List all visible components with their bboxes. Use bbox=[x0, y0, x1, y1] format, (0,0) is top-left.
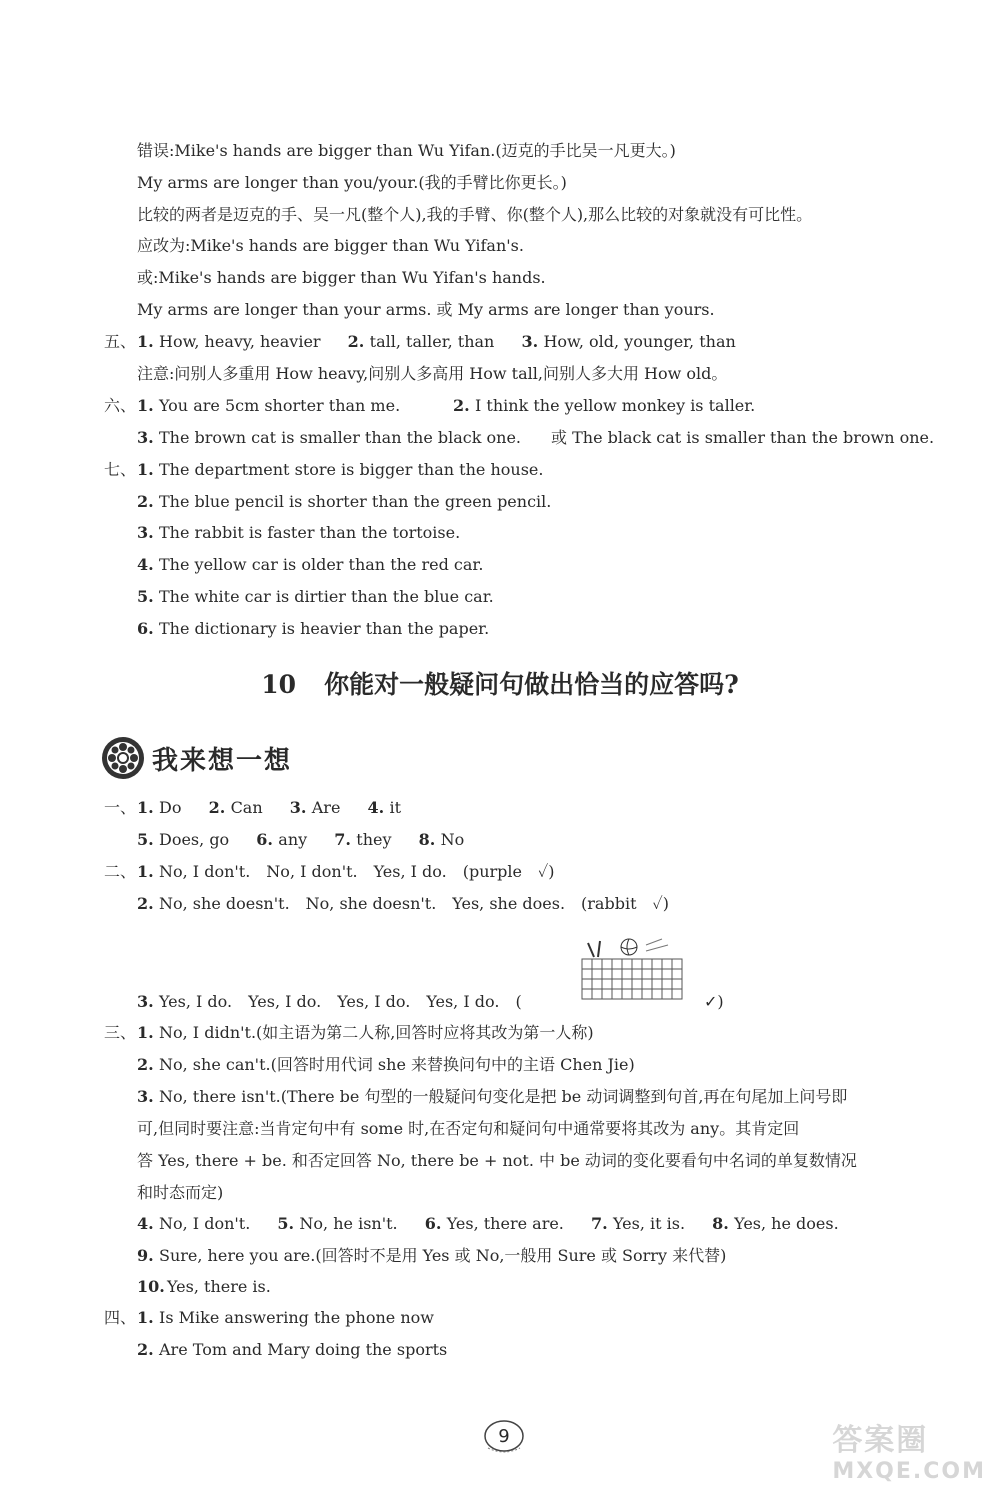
item-number: 8. bbox=[418, 830, 436, 849]
answer: Is Mike answering the phone now bbox=[159, 1308, 434, 1327]
unit-title: 你能对一般疑问句做出恰当的应答吗? bbox=[324, 670, 739, 699]
q3-row bbox=[137, 1214, 839, 1234]
item-number: 7. bbox=[334, 830, 351, 849]
list-item bbox=[137, 619, 489, 639]
answer: Yes, there are. bbox=[446, 1214, 564, 1233]
q3-continuation: 和时态而定) bbox=[137, 1183, 224, 1202]
item-number: 2. bbox=[137, 894, 154, 913]
answer: Can bbox=[230, 798, 263, 817]
item-number: 4. bbox=[367, 798, 385, 817]
item-number: 7. bbox=[590, 1214, 608, 1233]
section-6-row bbox=[453, 396, 755, 416]
answer: No, he isn't. bbox=[299, 1214, 398, 1233]
item-number: 3. bbox=[137, 992, 154, 1011]
page-number bbox=[482, 1418, 526, 1458]
answer: No, I didn't.(如主语为第二人称,回答时应将其改为第一人称) bbox=[159, 1023, 594, 1042]
item-number: 9. bbox=[137, 1246, 154, 1265]
item-number: 2. bbox=[208, 798, 226, 817]
item-number: 1. bbox=[137, 460, 154, 479]
item-number: 5. bbox=[137, 587, 154, 606]
section-5-answers bbox=[137, 332, 736, 352]
q3-row bbox=[137, 1277, 271, 1297]
list-item bbox=[137, 523, 460, 543]
q3-row bbox=[137, 1023, 594, 1043]
item-number: 2. bbox=[137, 1055, 154, 1074]
q3-continuation: 答 Yes, there + be. 和否定回答 No, there be + not. 中 be 动词的变化要看句中名词的单复数情况 bbox=[137, 1151, 857, 1170]
section-6-label: 六、 bbox=[104, 396, 137, 415]
q4-label: 四、 bbox=[104, 1308, 137, 1327]
section-7-label: 七、 bbox=[104, 460, 137, 479]
item-number: 1. bbox=[137, 1308, 154, 1327]
watermark-top: 答案圈 bbox=[832, 1423, 929, 1458]
item-number: 1. bbox=[137, 862, 154, 881]
section-5-label: 五、 bbox=[104, 332, 137, 351]
item-number: 5. bbox=[137, 830, 154, 849]
q3-row bbox=[137, 1246, 726, 1266]
watermark-bottom: MXQE.COM bbox=[832, 1459, 986, 1484]
q4-row bbox=[137, 1308, 434, 1328]
q3-label: 三、 bbox=[104, 1023, 137, 1042]
explanation-line: My arms are longer than you/your.(我的手臂比你更长。) bbox=[137, 173, 567, 192]
answer: I think the yellow monkey is taller. bbox=[475, 396, 756, 415]
answer: No, she can't.(回答时用代词 she 来替换问句中的主语 Chen Jie) bbox=[159, 1055, 635, 1074]
q3-row bbox=[137, 1055, 635, 1075]
answer: Sure, here you are.(回答时不是用 Yes 或 No,一般用 Sure 或 Sorry 来代替) bbox=[159, 1246, 727, 1265]
answer: How, heavy, heavier bbox=[159, 332, 321, 351]
answer: Are Tom and Mary doing the sports bbox=[159, 1340, 448, 1359]
q1-label: 一、 bbox=[104, 798, 137, 817]
list-item bbox=[137, 460, 543, 480]
item-number: 1. bbox=[137, 332, 154, 351]
answer: No, I don't. No, I don't. Yes, I do. (purple ✓) bbox=[159, 862, 555, 881]
watermark bbox=[832, 1415, 986, 1484]
answer: any bbox=[278, 830, 308, 849]
q4-row bbox=[137, 1340, 447, 1360]
item-number: 2. bbox=[137, 1340, 154, 1359]
answer: The department store is bigger than the house. bbox=[159, 460, 544, 479]
explanation-line: 或:Mike's hands are bigger than Wu Yifan's hands. bbox=[137, 268, 546, 287]
q1-row bbox=[137, 798, 401, 818]
page-number-text: 9 bbox=[498, 1426, 510, 1447]
answer: Yes, I do. Yes, I do. Yes, I do. Yes, I do. ( bbox=[159, 992, 522, 1011]
answer: Does, go bbox=[159, 830, 230, 849]
answer: No, I don't. bbox=[159, 1214, 251, 1233]
flower-icon bbox=[100, 735, 146, 781]
answer: The rabbit is faster than the tortoise. bbox=[159, 523, 461, 542]
item-number: 3. bbox=[137, 428, 154, 447]
answer: tall, taller, than bbox=[369, 332, 495, 351]
answer: The dictionary is heavier than the paper. bbox=[159, 619, 490, 638]
answer: The yellow car is older than the red car. bbox=[159, 555, 484, 574]
item-number: 4. bbox=[137, 555, 154, 574]
list-item bbox=[137, 587, 494, 607]
answer: it bbox=[389, 798, 402, 817]
item-number: 10. bbox=[137, 1277, 165, 1296]
explanation-line: 错误:Mike's hands are bigger than Wu Yifan.(迈克的手比吴一凡更大。) bbox=[137, 141, 676, 160]
section-6-row bbox=[137, 396, 400, 416]
answer: How, old, younger, than bbox=[543, 332, 736, 351]
item-number: 4. bbox=[137, 1214, 154, 1233]
item-number: 2. bbox=[453, 396, 470, 415]
list-item bbox=[137, 492, 551, 512]
answer: The brown cat is smaller than the black one. bbox=[159, 428, 522, 447]
answer: they bbox=[356, 830, 392, 849]
banner-title: 我来想一想 bbox=[152, 745, 293, 776]
section-banner bbox=[100, 734, 292, 782]
q2-row bbox=[137, 992, 522, 1012]
answer: The blue pencil is shorter than the green pencil. bbox=[159, 492, 552, 511]
item-number: 3. bbox=[289, 798, 307, 817]
item-number: 5. bbox=[277, 1214, 295, 1233]
item-number: 2. bbox=[347, 332, 365, 351]
answer: Yes, it is. bbox=[612, 1214, 686, 1233]
q2-row bbox=[137, 862, 555, 882]
answer: No, there isn't.(There be 句型的一般疑问句变化是把 be 动词调整到句首,再在句尾加上问号即 bbox=[159, 1087, 848, 1106]
q2-row bbox=[137, 894, 669, 914]
answer: The white car is dirtier than the blue car. bbox=[159, 587, 494, 606]
section-6-row bbox=[137, 428, 521, 448]
answer: No, she doesn't. No, she doesn't. Yes, she does. (rabbit ✓) bbox=[159, 894, 670, 913]
explanation-line: 应改为:Mike's hands are bigger than Wu Yifan's. bbox=[137, 236, 524, 255]
item-number: 3. bbox=[521, 332, 539, 351]
answer: You are 5cm shorter than me. bbox=[159, 396, 401, 415]
item-number: 6. bbox=[424, 1214, 442, 1233]
answer: Are bbox=[311, 798, 341, 817]
item-number: 3. bbox=[137, 523, 154, 542]
item-number: 1. bbox=[137, 396, 154, 415]
item-number: 1. bbox=[137, 798, 154, 817]
section-5-note: 注意:问别人多重用 How heavy,问别人多高用 How tall,问别人多大用 How old。 bbox=[137, 364, 728, 383]
answer: Yes, he does. bbox=[734, 1214, 839, 1233]
section-6-alt: 或 The black cat is smaller than the brown one. bbox=[551, 428, 935, 447]
q1-row bbox=[137, 830, 464, 850]
unit-number: 10 bbox=[261, 670, 297, 699]
answer: No bbox=[440, 830, 465, 849]
item-number: 6. bbox=[256, 830, 273, 849]
answer: Do bbox=[159, 798, 182, 817]
q3-continuation: 可,但同时要注意:当肯定句中有 some 时,在否定句和疑问句中通常要将其改为 any。其肯定回 bbox=[137, 1119, 800, 1138]
q3-row bbox=[137, 1087, 847, 1107]
check-mark: ✓) bbox=[704, 992, 724, 1011]
item-number: 8. bbox=[712, 1214, 729, 1233]
explanation-line: 比较的两者是迈克的手、吴一凡(整个人),我的手臂、你(整个人),那么比较的对象就没有可比性。 bbox=[137, 205, 813, 224]
answer: Yes, there is. bbox=[167, 1277, 271, 1296]
explanation-line: My arms are longer than your arms. 或 My arms are longer than yours. bbox=[137, 300, 715, 319]
q2-label: 二、 bbox=[104, 862, 137, 881]
unit-heading bbox=[0, 668, 1000, 702]
item-number: 3. bbox=[137, 1087, 154, 1106]
list-item bbox=[137, 555, 483, 575]
item-number: 1. bbox=[137, 1023, 154, 1042]
volleyball-illustration bbox=[574, 937, 694, 1007]
item-number: 6. bbox=[137, 619, 154, 638]
item-number: 2. bbox=[137, 492, 154, 511]
